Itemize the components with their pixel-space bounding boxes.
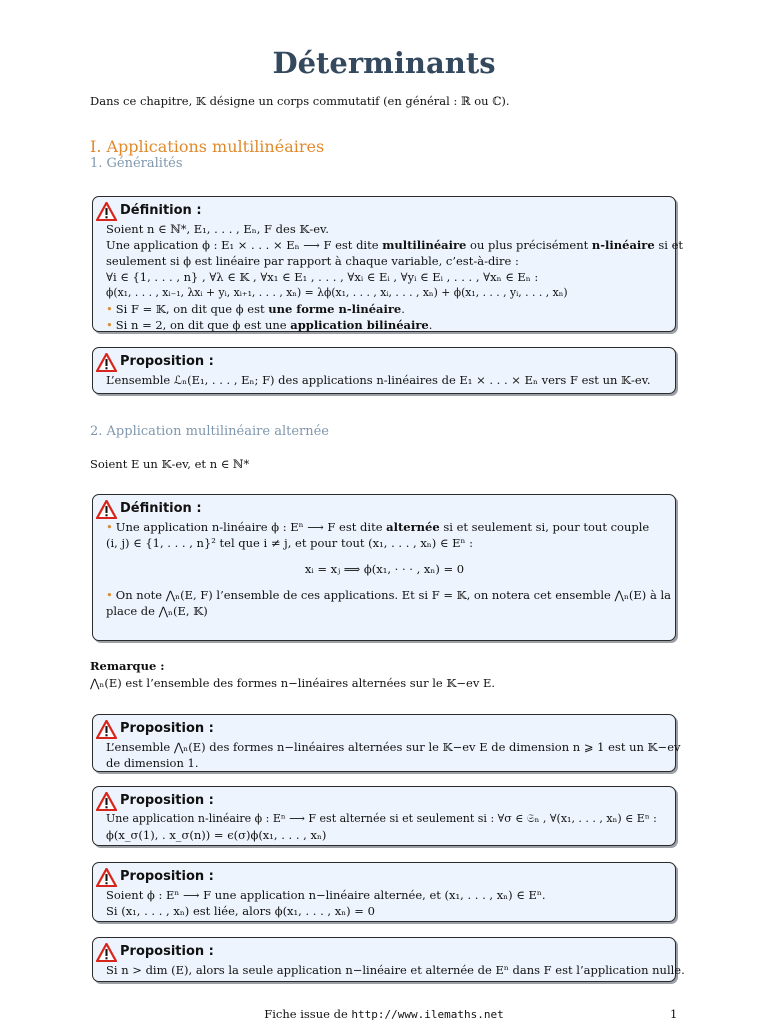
remark-text: ⋀ₙ(E) est l’ensemble des formes n−linéaires alternées sur le 𝕂−ev E. <box>90 676 496 690</box>
proposition-line: Une application n-linéaire ϕ : Eⁿ ⟶ F est alternée si et seulement si : ∀σ ∈ 𝔖ₙ , ∀(x₁, . . . , xₙ) ∈ Eⁿ : <box>106 812 657 825</box>
proposition-line: Si n > dim (E), alors la seule application n−linéaire et alternée de Eⁿ dans F est l’application nulle. <box>106 963 685 977</box>
subsection-heading-2: 2. Application multilinéaire alternée <box>90 424 329 439</box>
box-header <box>96 719 663 739</box>
proposition-line: Soient ϕ : Eⁿ ⟶ F une application n−linéaire alternée, et (x₁, . . . , xₙ) ∈ Eⁿ. <box>106 888 546 902</box>
bold-term: alternée <box>386 520 440 534</box>
proposition-box-4 <box>92 862 676 922</box>
bullet-item <box>106 301 663 317</box>
proposition-box-2 <box>92 714 681 772</box>
warning-icon <box>96 943 117 962</box>
bold-term: multilinéaire <box>382 238 467 252</box>
warning-icon <box>96 500 117 519</box>
warning-icon <box>96 720 117 739</box>
bullet-item <box>106 587 671 603</box>
section-heading: I. Applications multilinéaires <box>90 137 325 156</box>
warning-icon <box>96 868 117 887</box>
box-title: Proposition : <box>120 721 214 736</box>
definition-line: ∀i ∈ {1, . . . , n} , ∀λ ∈ 𝕂 , ∀x₁ ∈ E₁ , . . . , ∀xᵢ ∈ Eᵢ , ∀yᵢ ∈ Eᵢ , . . . , ∀xₙ ∈ Eₙ : <box>106 270 539 284</box>
box-header <box>96 867 663 887</box>
box-title: Proposition : <box>120 869 214 884</box>
box-header <box>96 791 663 811</box>
text-run: si et seulement si, pour tout couple <box>439 520 650 534</box>
text-run: On note ⋀ₙ(E, F) l’ensemble de ces applications. Et si F = 𝕂, on notera cet ensemble ⋀ₙ(E) à la <box>115 588 671 602</box>
definition-line: place de ⋀ₙ(E, 𝕂) <box>106 604 208 618</box>
text-run: Une application n-linéaire ϕ : Eⁿ ⟶ F est dite <box>115 520 387 534</box>
text-run: Si n = 2, on dit que ϕ est une <box>115 318 291 332</box>
bullet-item <box>106 519 663 535</box>
context-text: Soient E un 𝕂-ev, et n ∈ ℕ* <box>90 457 250 471</box>
warning-icon <box>96 202 117 221</box>
proposition-box-5 <box>92 937 685 982</box>
bold-term: une forme n-linéaire <box>268 302 402 316</box>
box-header <box>96 942 663 962</box>
warning-icon <box>96 353 117 372</box>
definition-box-2 <box>92 494 676 641</box>
text-run: ou plus précisément <box>466 238 592 252</box>
page-number: 1 <box>670 1007 678 1021</box>
bullet-icon: • <box>106 318 113 332</box>
box-header <box>96 352 663 372</box>
proposition-line: ϕ(x_σ(1), . x_σ(n)) = ϵ(σ)ϕ(x₁, . . . , xₙ) <box>106 828 327 842</box>
definition-line: Soient n ∈ ℕ*, E₁, . . . , Eₙ, F des 𝕂-ev. <box>106 222 329 236</box>
warning-icon <box>96 792 117 811</box>
proposition-line: de dimension 1. <box>106 756 199 770</box>
definition-box-1 <box>92 196 683 332</box>
text-run: . <box>428 318 433 332</box>
footer <box>0 1007 768 1021</box>
proposition-box-1 <box>92 347 676 394</box>
bold-term: application bilinéaire <box>290 318 429 332</box>
remark-title: Remarque : <box>90 659 165 673</box>
definition-line <box>106 237 683 253</box>
box-title: Définition : <box>120 501 202 516</box>
text-run: Une application ϕ : E₁ × . . . × Eₙ ⟶ F est dite <box>106 238 383 252</box>
text-run: Si F = 𝕂, on dit que ϕ est <box>115 302 269 316</box>
box-header <box>96 499 663 519</box>
box-header <box>96 201 663 221</box>
box-title: Définition : <box>120 203 202 218</box>
proposition-line: L’ensemble ⋀ₙ(E) des formes n−linéaires alternées sur le 𝕂−ev E de dimension n ⩾ 1 est un 𝕂−ev <box>106 740 681 754</box>
bullet-icon: • <box>106 302 113 316</box>
definition-line: (i, j) ∈ {1, . . . , n}² tel que i ≠ j, et pour tout (x₁, . . . , xₙ) ∈ Eⁿ : <box>106 536 473 550</box>
definition-formula: xᵢ = xⱼ ⟹ ϕ(x₁, · · · , xₙ) = 0 <box>304 562 465 576</box>
text-run: si et <box>654 238 683 252</box>
definition-line: seulement si ϕ est linéaire par rapport à chaque variable, c’est-à-dire : <box>106 254 519 268</box>
proposition-box-3 <box>92 786 676 846</box>
proposition-text: L’ensemble ℒₙ(E₁, . . . , Eₙ; F) des applications n-linéaires de E₁ × . . . × Eₙ vers F est un 𝕂-ev. <box>106 373 651 387</box>
box-title: Proposition : <box>120 944 214 959</box>
intro-text: Dans ce chapitre, 𝕂 désigne un corps commutatif (en général : ℝ ou ℂ). <box>90 94 510 108</box>
text-run: . <box>401 302 405 316</box>
footer-link[interactable]: http://www.ilemaths.net <box>351 1008 504 1021</box>
bullet-icon: • <box>106 588 113 602</box>
box-title: Proposition : <box>120 354 214 369</box>
bullet-icon: • <box>106 520 113 534</box>
footer-prefix: Fiche issue de <box>264 1007 352 1021</box>
subsection-heading-1: 1. Généralités <box>90 156 183 171</box>
page-title: Déterminants <box>272 46 496 80</box>
box-title: Proposition : <box>120 793 214 808</box>
bold-term: n-linéaire <box>591 238 655 252</box>
definition-formula: ϕ(x₁, . . . , xᵢ₋₁, λxᵢ + yᵢ, xᵢ₊₁, . . . , xₙ) = λϕ(x₁, . . . , xᵢ, . . . , xₙ) + ϕ(x₁, . . . , yᵢ, . . . , xₙ) <box>106 286 568 299</box>
proposition-line: Si (x₁, . . . , xₙ) est liée, alors ϕ(x₁, . . . , xₙ) = 0 <box>106 904 375 918</box>
bullet-item <box>106 317 663 333</box>
